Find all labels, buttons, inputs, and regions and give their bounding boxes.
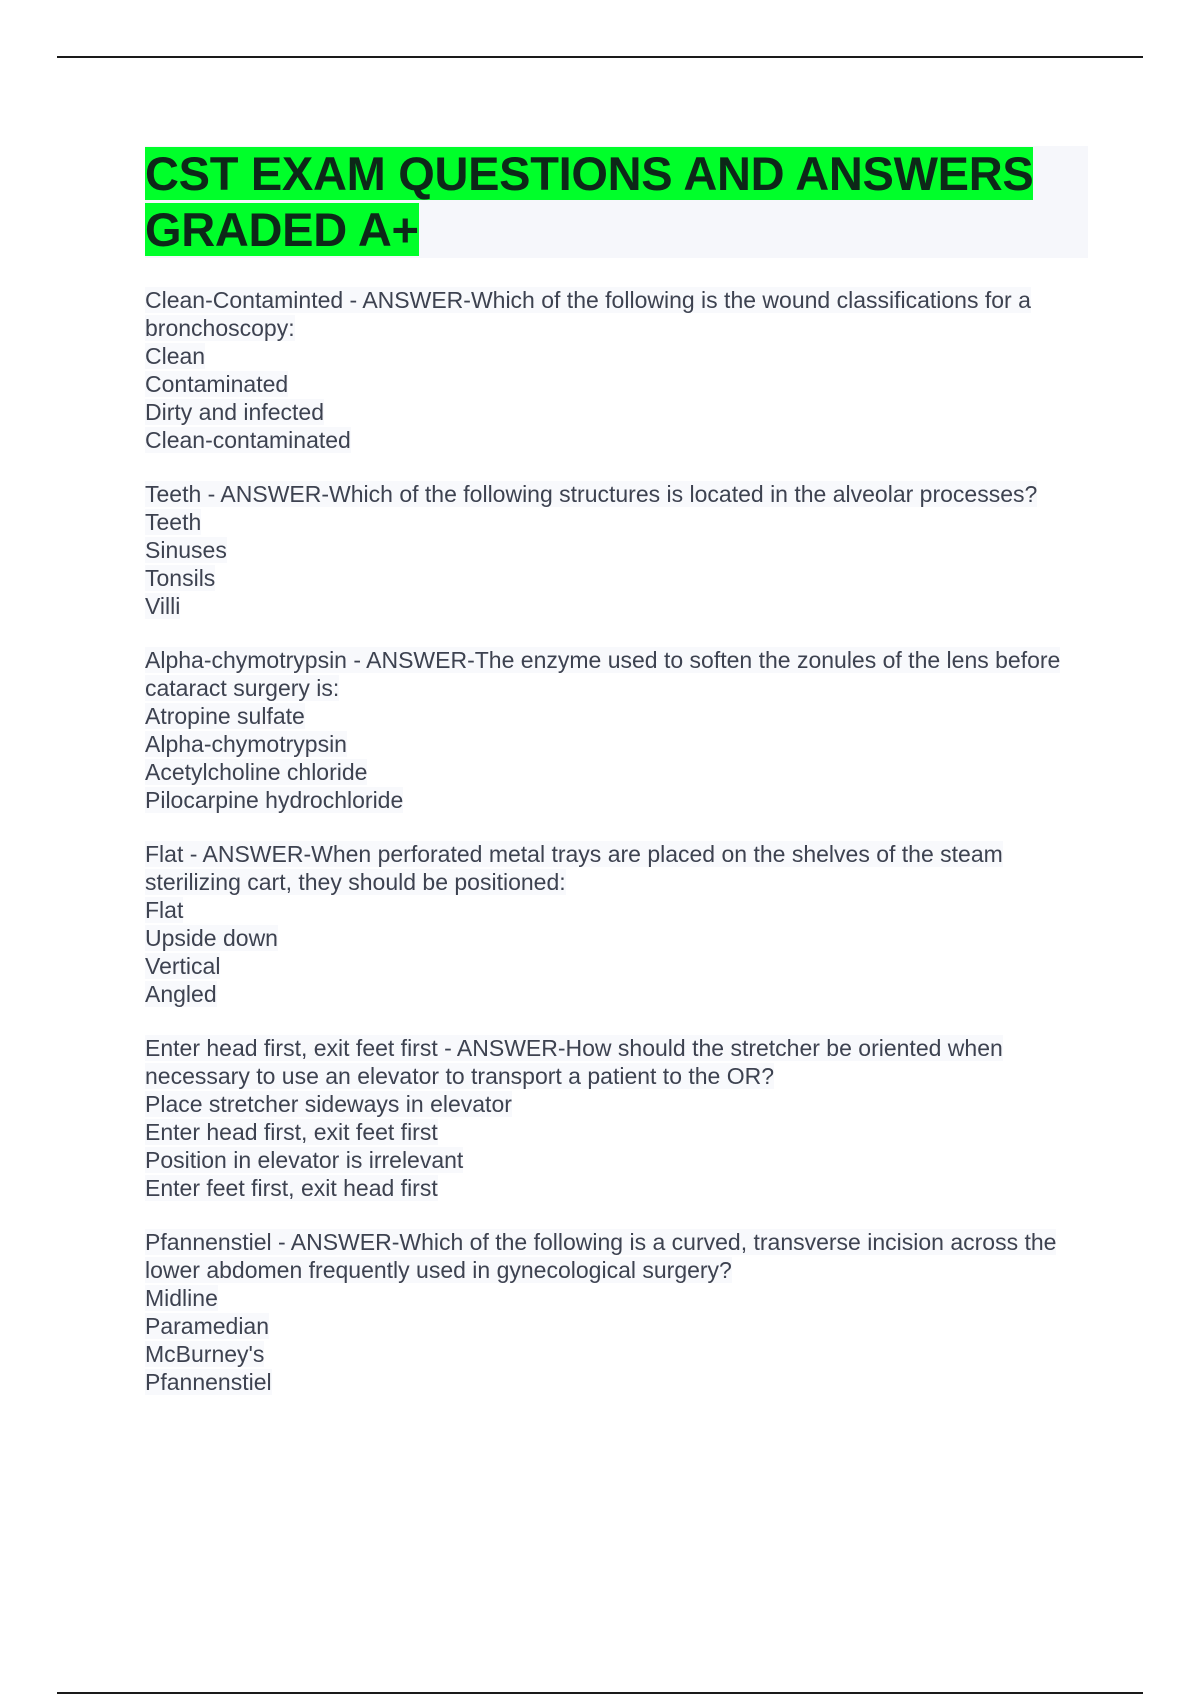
answer-option: Upside down [145,925,278,951]
answer-option: Vertical [145,953,221,979]
answer-option: Contaminated [145,371,289,397]
document-body [145,146,1090,1422]
answer-option: Teeth [145,509,202,535]
answer-option: Sinuses [145,537,227,563]
question-text: Clean-Contaminted - ANSWER-Which of the following is the wound classifications for a bronchoscopy: [145,287,1031,341]
answer-option: Enter feet first, exit head first [145,1175,438,1201]
answer-option: Paramedian [145,1313,270,1339]
answer-option: Pilocarpine hydrochloride [145,787,404,813]
title-block [145,146,1088,258]
answer-option: Place stretcher sideways in elevator [145,1091,512,1117]
page-title [145,146,1088,258]
qa-item-3 [145,646,1090,814]
qa-item-1 [145,286,1090,454]
answer-option: Dirty and infected [145,399,324,425]
answer-option: Enter head first, exit feet first [145,1119,438,1145]
answer-option: Position in elevator is irrelevant [145,1147,464,1173]
question-text: Enter head first, exit feet first - ANSWER-How should the stretcher be oriented when necessary to use an elevator to transport a patient to the OR? [145,1035,1003,1089]
answer-option: Acetylcholine chloride [145,759,368,785]
question-text: Teeth - ANSWER-Which of the following structures is located in the alveolar processes? [145,481,1038,507]
answer-option: Villi [145,593,181,619]
top-rule [57,56,1143,58]
answer-option: McBurney's [145,1341,265,1367]
qa-item-2 [145,480,1090,620]
qa-item-4 [145,840,1090,1008]
answer-option: Angled [145,981,217,1007]
answer-option: Alpha-chymotrypsin [145,731,347,757]
page-title-text: CST EXAM QUESTIONS AND ANSWERS GRADED A+ [145,147,1034,256]
question-text: Flat - ANSWER-When perforated metal trays are placed on the shelves of the steam sterilizing cart, they should be positioned: [145,841,1003,895]
answer-option: Tonsils [145,565,216,591]
question-text: Alpha-chymotrypsin - ANSWER-The enzyme used to soften the zonules of the lens before cataract surgery is: [145,647,1061,701]
bottom-rule [57,1692,1143,1694]
qa-item-6 [145,1228,1090,1396]
question-text: Pfannenstiel - ANSWER-Which of the following is a curved, transverse incision across the lower abdomen frequently used in gynecological surgery? [145,1229,1057,1283]
answer-option: Clean [145,343,206,369]
answer-option: Midline [145,1285,218,1311]
answer-option: Clean-contaminated [145,427,351,453]
qa-item-5 [145,1034,1090,1202]
answer-option: Pfannenstiel [145,1369,272,1395]
answer-option: Flat [145,897,184,923]
answer-option: Atropine sulfate [145,703,305,729]
